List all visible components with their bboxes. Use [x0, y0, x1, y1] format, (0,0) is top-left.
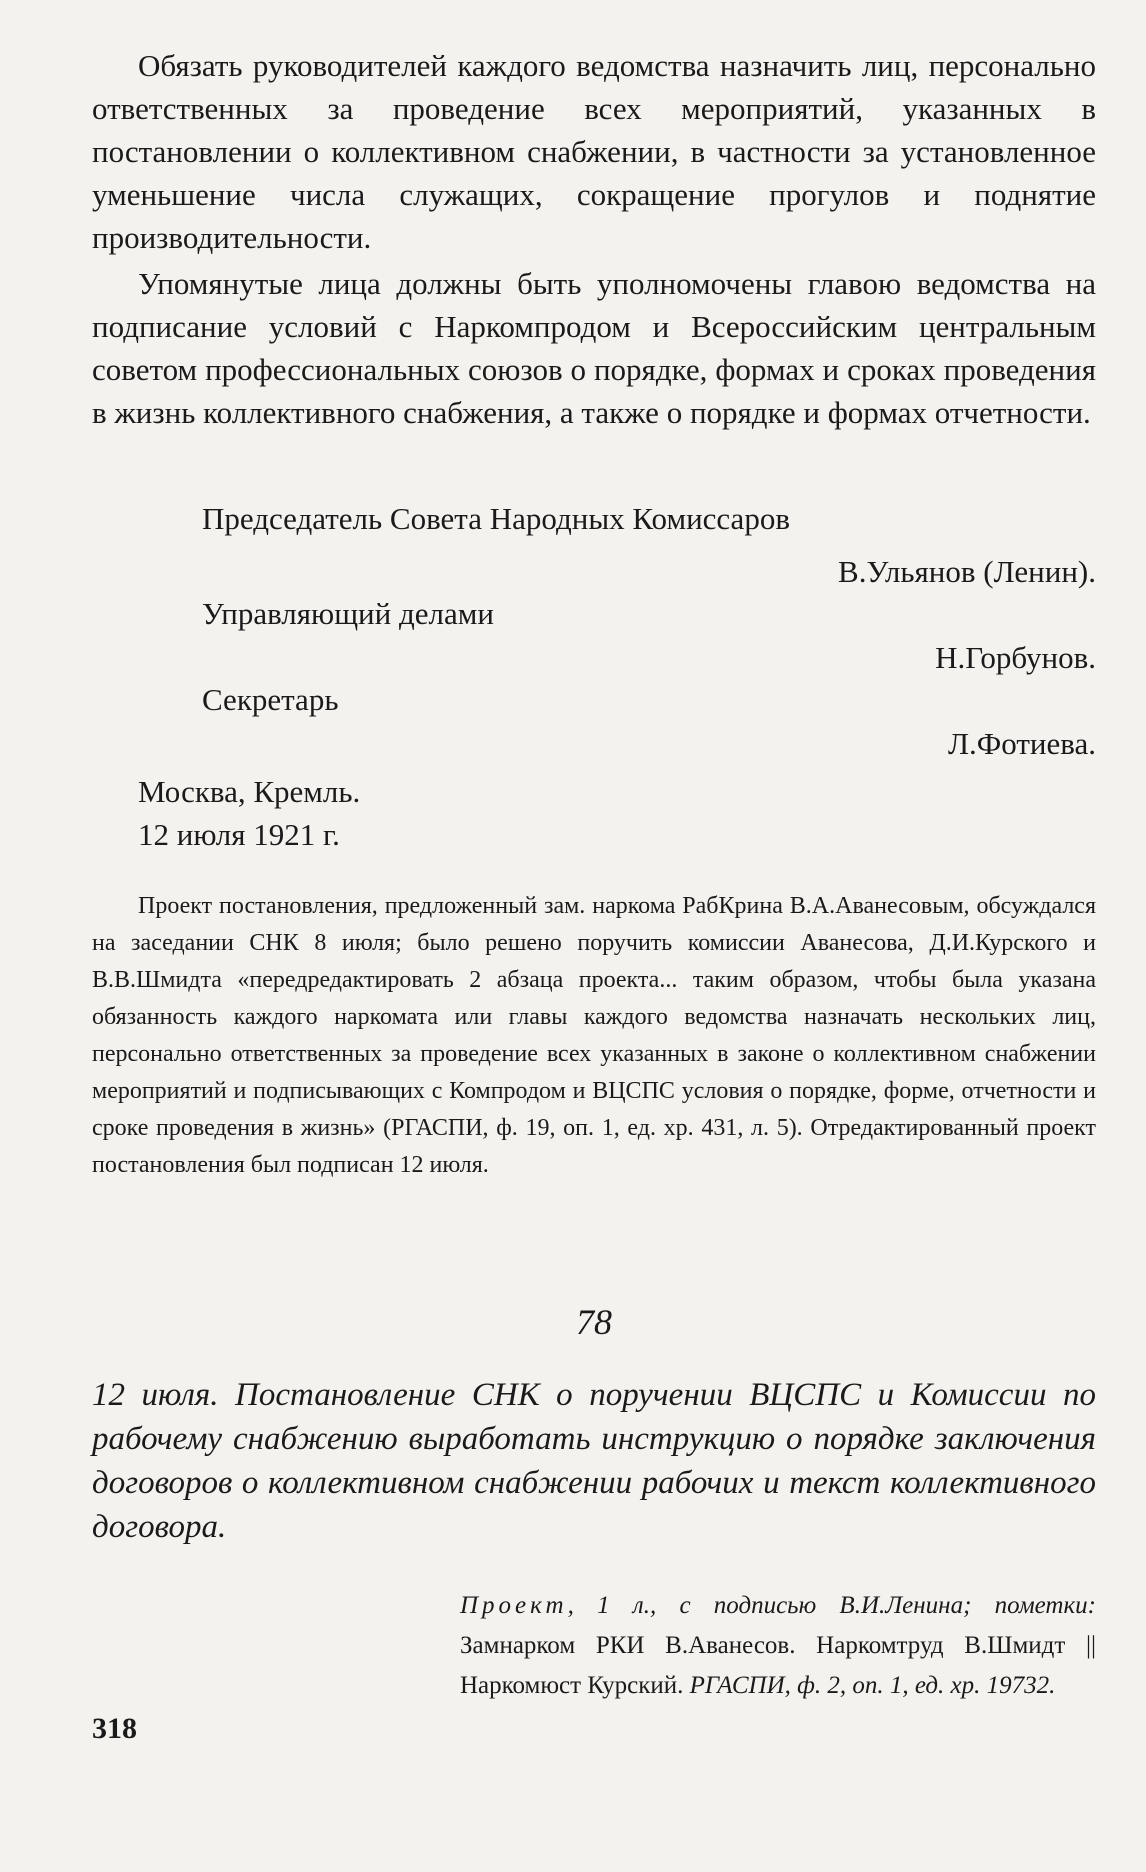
chair-title: Председатель Совета Народных Комиссаров — [202, 501, 790, 536]
secretary-name: Л.Фотиева. — [948, 726, 1096, 761]
document-number: 78 — [576, 1302, 612, 1342]
source-part2: Замнарком РКИ В.Аванесов. Наркомтруд В.Шмидт || Наркомюст Курский. — [460, 1632, 1096, 1699]
source-reference — [460, 1586, 1096, 1706]
place-date — [138, 770, 360, 856]
book-page — [92, 0, 1096, 1872]
source-project: Проект — [460, 1592, 568, 1619]
manager-title: Управляющий делами — [202, 596, 494, 631]
page-number: 318 — [92, 1712, 137, 1745]
place: Москва, Кремль. — [138, 774, 361, 809]
date: 12 июля 1921 г. — [138, 817, 340, 852]
document-heading: 12 июля. Постановление СНК о поручении ВЦСПС и Комиссии по рабочему снабжению выработать инструкцию о порядке заключения договоров о коллективном снабжении рабочих и текст коллективного договора. — [92, 1377, 1096, 1545]
manager-name: Н.Горбунов. — [935, 640, 1096, 675]
source-part1: , 1 л., с подписью В.И.Ленина; пометки: — [567, 1592, 1096, 1619]
chair-name: В.Ульянов (Ленин). — [838, 554, 1096, 589]
editorial-note: Проект постановления, предложенный зам. наркома РабКрина В.А.Аванесовым, обсуждался на заседании СНК 8 июля; было решено поручить комиссии Аванесова, Д.И.Курского и В.В.Шмидта «передредактировать 2 абзаца проекта... таким образом, чтобы была указана обязанность каждого наркомата или главы каждого ведомства назначать нескольких лиц, персонально ответственных за проведение всех указанных в законе о коллективном снабжении мероприятий и подписывающих с Компродом и ВЦСПС условия о порядке, форме, отчетности и сроке проведения в жизнь» (РГАСПИ, ф. 19, оп. 1, ед. хр. 431, л. 5). Отредактированный проект постановления был подписан 12 июля. — [92, 893, 1096, 1178]
paragraph-1: Обязать руководителей каждого ведомства назначить лиц, персонально ответственных за проведение всех мероприятий, указанных в постановлении о коллективном снабжении, в частности за установленное уменьшение числа служащих, сокращение прогулов и поднятие производительности. — [92, 48, 1096, 255]
source-part3: РГАСПИ, ф. 2, оп. 1, ед. хр. 19732. — [683, 1672, 1056, 1699]
secretary-title: Секретарь — [202, 682, 339, 717]
paragraph-2: Упомянутые лица должны быть уполномочены главою ведомства на подписание условий с Наркомпродом и Всероссийским центральным советом профессиональных союзов о порядке, формах и сроках проведения в жизнь коллективного снабжения, а также о порядке и формах отчетности. — [92, 266, 1096, 430]
